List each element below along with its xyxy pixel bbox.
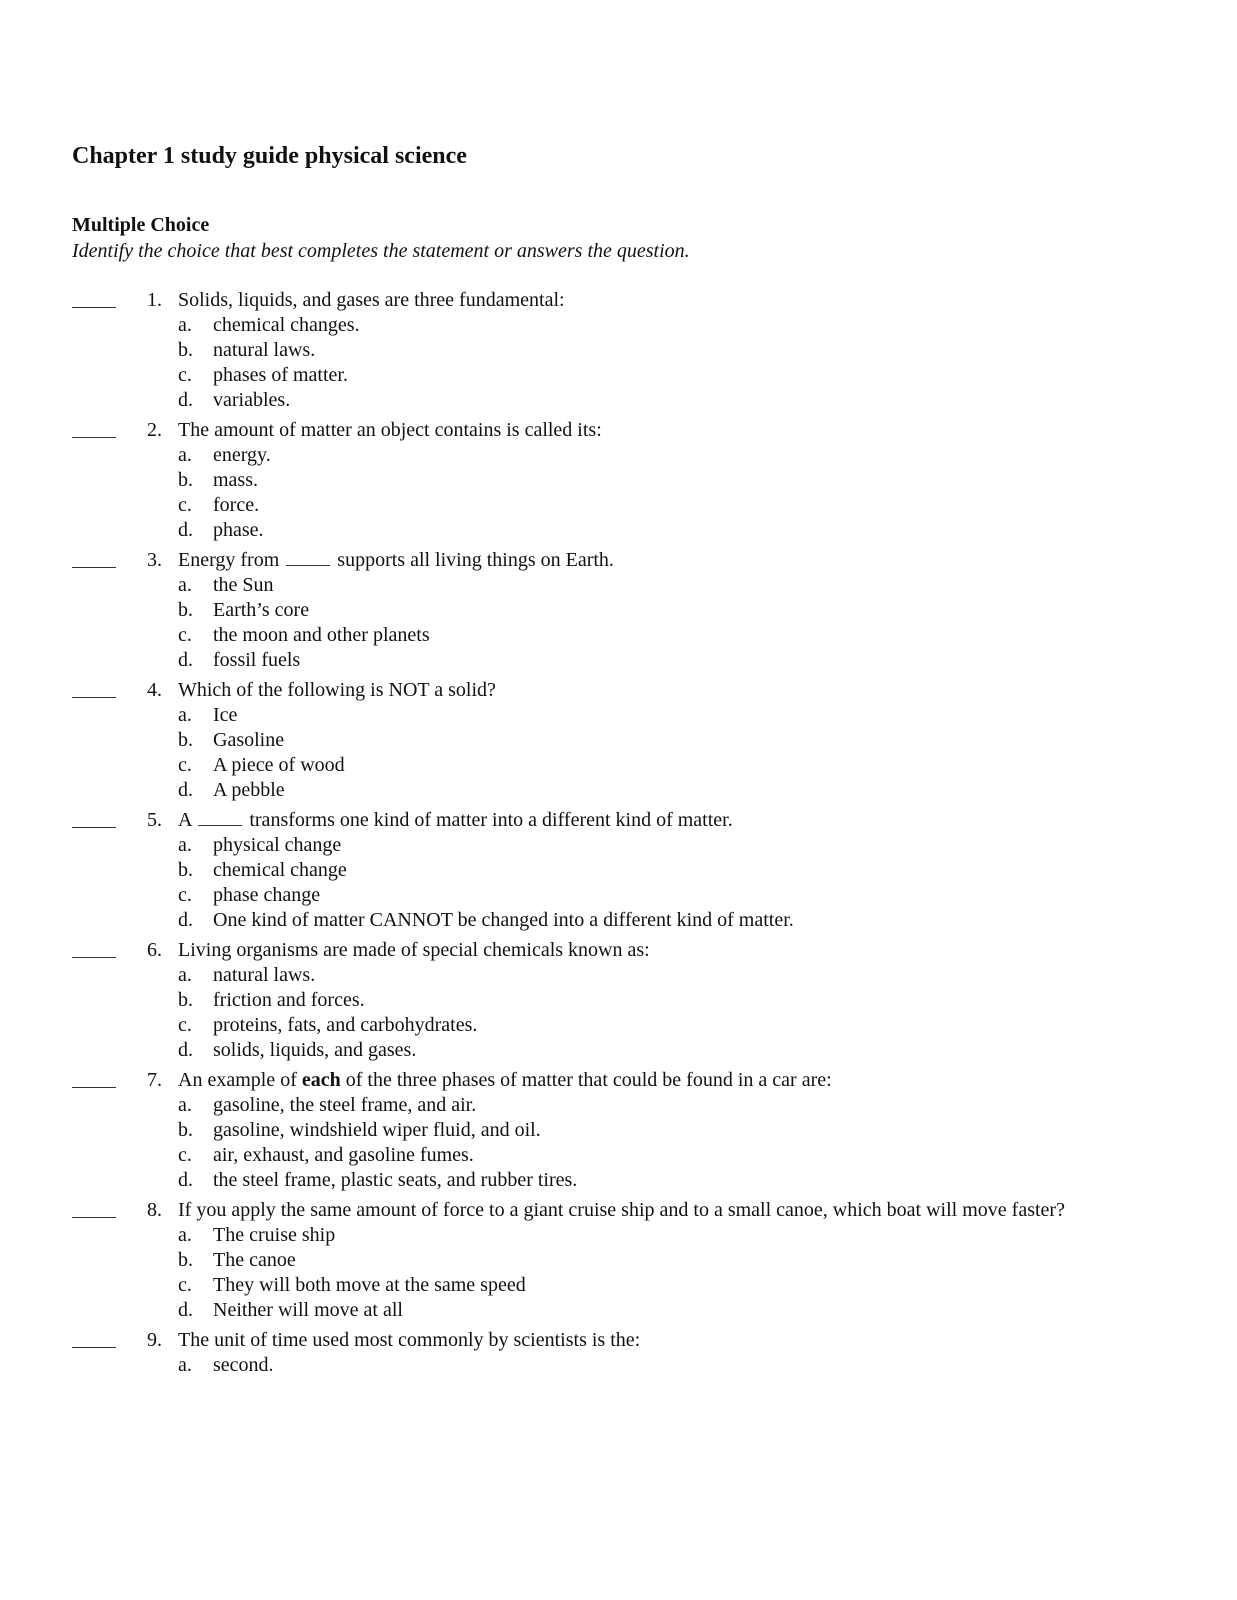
choice-letter: c.	[178, 754, 192, 776]
choice-item	[0, 1093, 1237, 1118]
choice-item	[0, 1353, 1237, 1378]
choice-item	[0, 518, 1237, 543]
choice-letter: d.	[178, 519, 193, 541]
choice-letter: b.	[178, 859, 193, 881]
choice-letter: c.	[178, 364, 192, 386]
question-number: 8.	[147, 1199, 162, 1221]
question-text: Living organisms are made of special chemicals known as:	[178, 939, 650, 961]
choice-list	[0, 1093, 1237, 1193]
answer-blank[interactable]	[72, 567, 116, 568]
question-number: 7.	[147, 1069, 162, 1091]
choice-item	[0, 1013, 1237, 1038]
choice-item	[0, 883, 1237, 908]
choice-letter: b.	[178, 989, 193, 1011]
choice-item	[0, 1273, 1237, 1298]
answer-blank[interactable]	[72, 697, 116, 698]
choice-item	[0, 858, 1237, 883]
choice-text: physical change	[213, 834, 342, 856]
question-3	[0, 548, 1237, 673]
choice-text: A piece of wood	[213, 754, 345, 776]
choice-letter: a.	[178, 704, 192, 726]
choice-letter: d.	[178, 1039, 193, 1061]
choice-text: Gasoline	[213, 729, 285, 751]
choice-item	[0, 1168, 1237, 1193]
choice-letter: c.	[178, 494, 192, 516]
choice-text: phase change	[213, 884, 321, 906]
choice-text: Neither will move at all	[213, 1299, 403, 1321]
choice-item	[0, 833, 1237, 858]
question-number: 5.	[147, 809, 162, 831]
choice-text: variables.	[213, 389, 291, 411]
question-9	[0, 1328, 1237, 1378]
choice-item	[0, 703, 1237, 728]
question-number: 1.	[147, 289, 162, 311]
choice-item	[0, 1248, 1237, 1273]
choice-letter: d.	[178, 649, 193, 671]
answer-blank[interactable]	[72, 957, 116, 958]
choice-letter: b.	[178, 729, 193, 751]
choice-letter: c.	[178, 884, 192, 906]
choice-letter: b.	[178, 469, 193, 491]
choice-text: phases of matter.	[213, 364, 348, 386]
choice-item	[0, 963, 1237, 988]
choice-letter: c.	[178, 1014, 192, 1036]
choice-text: gasoline, the steel frame, and air.	[213, 1094, 477, 1116]
choice-letter: d.	[178, 1169, 193, 1191]
choice-list	[0, 313, 1237, 413]
choice-text: Earth’s core	[213, 599, 310, 621]
choice-item	[0, 728, 1237, 753]
choice-letter: a.	[178, 574, 192, 596]
choice-text: Ice	[213, 704, 238, 726]
choice-text: The cruise ship	[213, 1224, 336, 1246]
choice-text: gasoline, windshield wiper fluid, and oil.	[213, 1119, 541, 1141]
choice-item	[0, 908, 1237, 933]
choice-list	[0, 833, 1237, 933]
choice-list	[0, 703, 1237, 803]
question-1	[0, 288, 1237, 413]
choice-item	[0, 778, 1237, 803]
question-4	[0, 678, 1237, 803]
choice-letter: d.	[178, 1299, 193, 1321]
question-list	[0, 288, 1237, 1378]
choice-item	[0, 573, 1237, 598]
answer-blank[interactable]	[72, 1087, 116, 1088]
answer-blank[interactable]	[72, 827, 116, 828]
question-text: If you apply the same amount of force to a giant cruise ship and to a small canoe, which boat will move faster?	[178, 1199, 1065, 1221]
choice-list	[0, 573, 1237, 673]
choice-letter: c.	[178, 624, 192, 646]
question-text: The unit of time used most commonly by scientists is the:	[178, 1329, 641, 1351]
choice-text: energy.	[213, 444, 271, 466]
choice-item	[0, 1038, 1237, 1063]
answer-blank[interactable]	[72, 437, 116, 438]
choice-letter: a.	[178, 444, 192, 466]
choice-item	[0, 1223, 1237, 1248]
choice-letter: a.	[178, 1224, 192, 1246]
fill-in-blank	[198, 809, 242, 826]
question-text: The amount of matter an object contains is called its:	[178, 419, 602, 441]
choice-text: natural laws.	[213, 339, 316, 361]
choice-letter: a.	[178, 964, 192, 986]
choice-letter: b.	[178, 1119, 193, 1141]
choice-item	[0, 468, 1237, 493]
choice-text: fossil fuels	[213, 649, 301, 671]
choice-text: the steel frame, plastic seats, and rubber tires.	[213, 1169, 578, 1191]
choice-text: second.	[213, 1354, 274, 1376]
choice-text: force.	[213, 494, 260, 516]
choice-text: solids, liquids, and gases.	[213, 1039, 417, 1061]
answer-blank[interactable]	[72, 307, 116, 308]
choice-text: friction and forces.	[213, 989, 365, 1011]
choice-letter: a.	[178, 314, 192, 336]
question-5	[0, 808, 1237, 933]
question-7	[0, 1068, 1237, 1193]
section-instructions: Identify the choice that best completes the statement or answers the question.	[72, 240, 690, 262]
choice-letter: a.	[178, 1094, 192, 1116]
choice-text: A pebble	[213, 779, 285, 801]
emphasis-text: each	[301, 1069, 341, 1091]
choice-text: the moon and other planets	[213, 624, 430, 646]
choice-item	[0, 648, 1237, 673]
choice-list	[0, 443, 1237, 543]
fill-in-blank	[286, 549, 330, 566]
choice-letter: d.	[178, 909, 193, 931]
choice-text: The canoe	[213, 1249, 296, 1271]
section-heading: Multiple Choice	[72, 214, 210, 236]
question-6	[0, 938, 1237, 1063]
choice-letter: a.	[178, 1354, 192, 1376]
choice-text: chemical change	[213, 859, 347, 881]
choice-item	[0, 753, 1237, 778]
question-text: Energy from supports all living things on Earth.	[178, 549, 614, 571]
choice-letter: d.	[178, 779, 193, 801]
choice-letter: b.	[178, 599, 193, 621]
choice-item	[0, 388, 1237, 413]
question-text: An example of each of the three phases of matter that could be found in a car are:	[178, 1069, 832, 1091]
choice-text: air, exhaust, and gasoline fumes.	[213, 1144, 474, 1166]
choice-item	[0, 598, 1237, 623]
choice-text: proteins, fats, and carbohydrates.	[213, 1014, 478, 1036]
choice-item	[0, 443, 1237, 468]
choice-letter: c.	[178, 1144, 192, 1166]
answer-blank[interactable]	[72, 1217, 116, 1218]
question-2	[0, 418, 1237, 543]
choice-letter: a.	[178, 834, 192, 856]
question-number: 9.	[147, 1329, 162, 1351]
choice-list	[0, 963, 1237, 1063]
choice-text: One kind of matter CANNOT be changed into a different kind of matter.	[213, 909, 794, 931]
choice-item	[0, 623, 1237, 648]
choice-text: phase.	[213, 519, 264, 541]
choice-list	[0, 1223, 1237, 1323]
choice-item	[0, 363, 1237, 388]
question-number: 4.	[147, 679, 162, 701]
choice-text: They will both move at the same speed	[213, 1274, 526, 1296]
choice-text: mass.	[213, 469, 258, 491]
choice-letter: d.	[178, 389, 193, 411]
question-number: 3.	[147, 549, 162, 571]
question-text: Solids, liquids, and gases are three fundamental:	[178, 289, 565, 311]
choice-text: natural laws.	[213, 964, 316, 986]
question-8	[0, 1198, 1237, 1323]
choice-item	[0, 338, 1237, 363]
choice-list	[0, 1353, 1237, 1378]
question-text: Which of the following is NOT a solid?	[178, 679, 496, 701]
page-title: Chapter 1 study guide physical science	[72, 143, 467, 169]
choice-text: the Sun	[213, 574, 274, 596]
question-text: A transforms one kind of matter into a different kind of matter.	[178, 809, 733, 831]
choice-letter: b.	[178, 339, 193, 361]
question-number: 2.	[147, 419, 162, 441]
choice-item	[0, 1298, 1237, 1323]
choice-item	[0, 988, 1237, 1013]
choice-item	[0, 313, 1237, 338]
choice-letter: c.	[178, 1274, 192, 1296]
choice-item	[0, 1143, 1237, 1168]
choice-item	[0, 493, 1237, 518]
choice-letter: b.	[178, 1249, 193, 1271]
choice-item	[0, 1118, 1237, 1143]
answer-blank[interactable]	[72, 1347, 116, 1348]
choice-text: chemical changes.	[213, 314, 360, 336]
question-number: 6.	[147, 939, 162, 961]
